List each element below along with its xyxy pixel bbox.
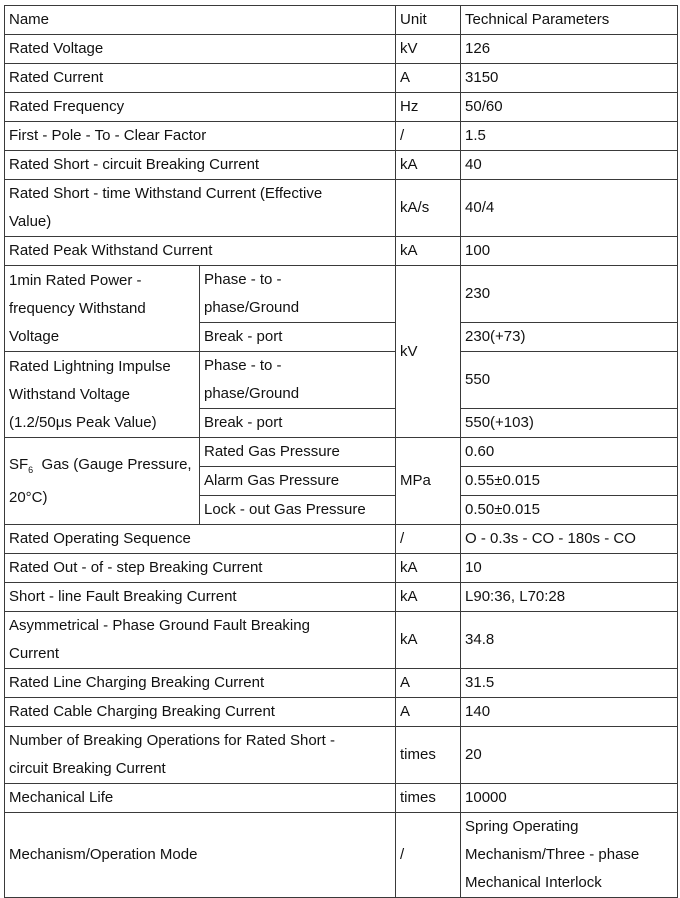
table-row — [5, 612, 678, 669]
param-name: Rated Frequency — [5, 93, 396, 122]
param-value: 230 — [461, 266, 678, 323]
table-row — [5, 266, 678, 323]
table-row — [5, 813, 678, 898]
param-unit: / — [396, 813, 461, 898]
param-unit: kA — [396, 612, 461, 669]
header-name: Name — [5, 6, 396, 35]
technical-parameters-table — [4, 5, 678, 898]
header-params: Technical Parameters — [461, 6, 678, 35]
table-row — [5, 237, 678, 266]
param-unit: times — [396, 784, 461, 813]
param-name: Number of Breaking Operations for Rated Short - circuit Breaking Current — [5, 727, 396, 784]
param-unit: A — [396, 64, 461, 93]
sf6-prefix: SF — [9, 455, 29, 473]
param-name: Rated Lightning Impulse Withstand Voltage (1.2/50μs Peak Value) — [5, 352, 200, 438]
param-unit: / — [396, 525, 461, 554]
param-name: Rated Out - of - step Breaking Current — [5, 554, 396, 583]
param-name: Rated Peak Withstand Current — [5, 237, 396, 266]
table-row — [5, 35, 678, 64]
table-row — [5, 669, 678, 698]
param-value: 140 — [461, 698, 678, 727]
param-value: 0.55±0.015 — [461, 467, 678, 496]
param-value: 550(+103) — [461, 409, 678, 438]
param-name: Rated Short - time Withstand Current (Effective Value) — [5, 180, 396, 237]
table-row — [5, 583, 678, 612]
param-unit: A — [396, 669, 461, 698]
param-unit: times — [396, 727, 461, 784]
param-value: 50/60 — [461, 93, 678, 122]
table-row — [5, 93, 678, 122]
param-unit: A — [396, 698, 461, 727]
param-unit: kV — [396, 35, 461, 64]
table-header-row — [5, 6, 678, 35]
param-name: Rated Operating Sequence — [5, 525, 396, 554]
param-name: Mechanism/Operation Mode — [5, 813, 396, 898]
sf6-subscript: 6 — [28, 464, 34, 475]
param-value: 10 — [461, 554, 678, 583]
param-name: Rated Line Charging Breaking Current — [5, 669, 396, 698]
param-subname: Phase - to - phase/Ground — [200, 266, 396, 323]
param-name: Rated Current — [5, 64, 396, 93]
param-unit: / — [396, 122, 461, 151]
param-value: 100 — [461, 237, 678, 266]
param-name: Short - line Fault Breaking Current — [5, 583, 396, 612]
param-value: 550 — [461, 352, 678, 409]
param-value: 3150 — [461, 64, 678, 93]
table-row — [5, 554, 678, 583]
param-unit: kA — [396, 151, 461, 180]
param-value: 34.8 — [461, 612, 678, 669]
sf6-rest: Gas (Gauge Pressure, 20°C) — [9, 455, 196, 506]
param-unit: kA/s — [396, 180, 461, 237]
table-row — [5, 64, 678, 93]
param-unit: kV — [396, 266, 461, 438]
table-row — [5, 784, 678, 813]
param-value: L90:36, L70:28 — [461, 583, 678, 612]
param-unit: Hz — [396, 93, 461, 122]
param-value: 230(+73) — [461, 323, 678, 352]
param-subname: Rated Gas Pressure — [200, 438, 396, 467]
param-value: 31.5 — [461, 669, 678, 698]
table-row — [5, 727, 678, 784]
param-subname: Break - port — [200, 323, 396, 352]
param-value: Spring Operating Mechanism/Three - phase Mechanical Interlock — [461, 813, 678, 898]
table-row — [5, 698, 678, 727]
param-value: 10000 — [461, 784, 678, 813]
header-unit: Unit — [396, 6, 461, 35]
param-subname: Lock - out Gas Pressure — [200, 496, 396, 525]
param-value: 1.5 — [461, 122, 678, 151]
param-name: First - Pole - To - Clear Factor — [5, 122, 396, 151]
param-unit: kA — [396, 237, 461, 266]
param-subname: Phase - to - phase/Ground — [200, 352, 396, 409]
param-value: 20 — [461, 727, 678, 784]
param-name: Mechanical Life — [5, 784, 396, 813]
param-name: 1min Rated Power - frequency Withstand Voltage — [5, 266, 200, 352]
table-row — [5, 151, 678, 180]
param-name: Rated Short - circuit Breaking Current — [5, 151, 396, 180]
param-subname: Break - port — [200, 409, 396, 438]
param-unit: kA — [396, 583, 461, 612]
table-row — [5, 352, 678, 409]
table-row — [5, 438, 678, 467]
param-name: Rated Cable Charging Breaking Current — [5, 698, 396, 727]
param-value: 40 — [461, 151, 678, 180]
param-unit: MPa — [396, 438, 461, 525]
param-value: 0.60 — [461, 438, 678, 467]
param-value: 0.50±0.015 — [461, 496, 678, 525]
param-unit: kA — [396, 554, 461, 583]
table-row — [5, 122, 678, 151]
param-name: Asymmetrical - Phase Ground Fault Breaking Current — [5, 612, 396, 669]
table-row — [5, 180, 678, 237]
param-subname: Alarm Gas Pressure — [200, 467, 396, 496]
param-value: O - 0.3s - CO - 180s - CO — [461, 525, 678, 554]
table-row — [5, 525, 678, 554]
param-value: 40/4 — [461, 180, 678, 237]
param-name: Rated Voltage — [5, 35, 396, 64]
param-name — [5, 438, 200, 525]
param-value: 126 — [461, 35, 678, 64]
